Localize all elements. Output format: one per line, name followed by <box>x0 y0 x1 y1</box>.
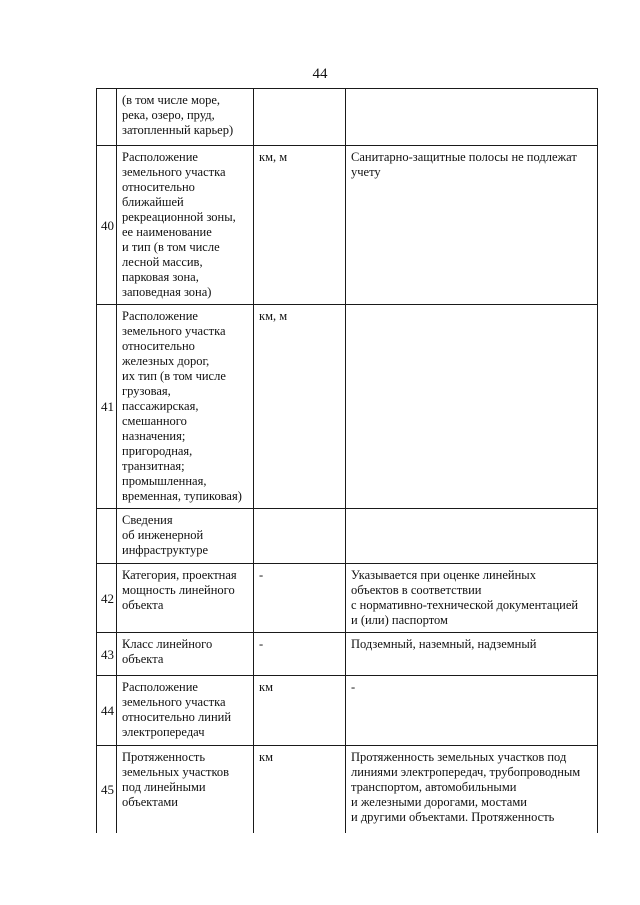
row-number <box>97 509 117 564</box>
row-number: 42 <box>97 564 117 633</box>
parameter-name: Расположение земельного участка относительно ближайшей рекреационной зоны, ее наименование и тип (в том числе лесной массив, парковая зона, заповедная зона) <box>117 146 254 305</box>
parameter-name: Расположение земельного участка относительно линий электропередач <box>117 676 254 746</box>
row-number: 40 <box>97 146 117 305</box>
note <box>346 509 598 564</box>
attributes-table <box>96 88 598 833</box>
table-row <box>97 633 598 676</box>
row-number: 45 <box>97 746 117 833</box>
page-number: 44 <box>312 66 328 82</box>
row-number <box>97 89 117 146</box>
note: Указывается при оценке линейных объектов в соответствии с нормативно-технической документацией и (или) паспортом <box>346 564 598 633</box>
unit-of-measure: - <box>254 564 346 633</box>
unit-of-measure: км <box>254 746 346 833</box>
table-row <box>97 564 598 633</box>
unit-of-measure: км, м <box>254 305 346 509</box>
note: Протяженность земельных участков под линиями электропередач, трубопроводным транспортом, автомобильными и железными дорогами, мостами и другими объектами. Протяженность <box>346 746 598 833</box>
row-number: 41 <box>97 305 117 509</box>
note: Подземный, наземный, надземный <box>346 633 598 676</box>
parameter-name: Категория, проектная мощность линейного объекта <box>117 564 254 633</box>
parameter-name: Протяженность земельных участков под линейными объектами <box>117 746 254 833</box>
unit-of-measure: км, м <box>254 146 346 305</box>
table-row <box>97 676 598 746</box>
parameter-name: Расположение земельного участка относительно железных дорог, их тип (в том числе грузовая, пассажирская, смешанного назначения; пригородная, транзитная; промышленная, временная, тупиковая) <box>117 305 254 509</box>
parameter-name: (в том числе море, река, озеро, пруд, затопленный карьер) <box>117 89 254 146</box>
table-row <box>97 89 598 146</box>
unit-of-measure: - <box>254 633 346 676</box>
note: - <box>346 676 598 746</box>
parameter-name: Класс линейного объекта <box>117 633 254 676</box>
row-number: 44 <box>97 676 117 746</box>
table-row <box>97 746 598 833</box>
table-row <box>97 146 598 305</box>
note: Санитарно-защитные полосы не подлежат учету <box>346 146 598 305</box>
row-number: 43 <box>97 633 117 676</box>
note <box>346 89 598 146</box>
table-row <box>97 509 598 564</box>
note <box>346 305 598 509</box>
unit-of-measure <box>254 509 346 564</box>
unit-of-measure: км <box>254 676 346 746</box>
unit-of-measure <box>254 89 346 146</box>
section-heading: Сведения об инженерной инфраструктуре <box>117 509 254 564</box>
table-row <box>97 305 598 509</box>
